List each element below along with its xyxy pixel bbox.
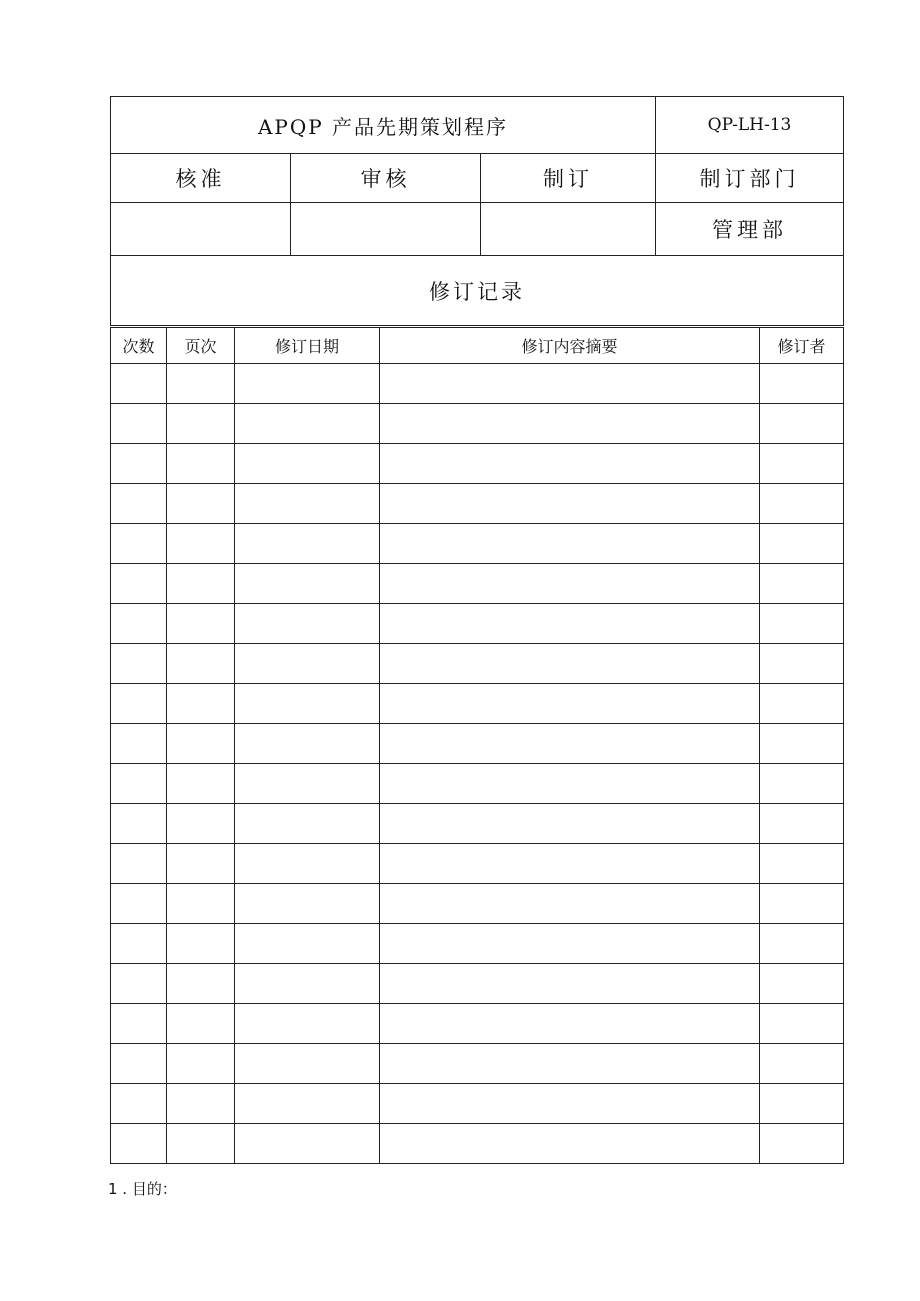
table-cell[interactable]	[167, 764, 235, 804]
table-cell[interactable]	[380, 1124, 760, 1164]
table-cell[interactable]	[380, 644, 760, 684]
table-cell[interactable]	[111, 444, 167, 484]
table-cell[interactable]	[111, 804, 167, 844]
table-cell[interactable]	[760, 604, 844, 644]
table-cell[interactable]	[235, 764, 380, 804]
table-cell[interactable]	[235, 924, 380, 964]
table-row	[111, 444, 844, 484]
table-cell[interactable]	[380, 364, 760, 404]
table-cell[interactable]	[167, 1004, 235, 1044]
table-cell[interactable]	[235, 444, 380, 484]
table-cell[interactable]	[167, 844, 235, 884]
table-row	[111, 644, 844, 684]
review-label: 审核	[291, 154, 481, 203]
table-cell[interactable]	[760, 1004, 844, 1044]
table-cell[interactable]	[380, 884, 760, 924]
revision-log-body	[111, 364, 844, 1164]
table-cell[interactable]	[380, 964, 760, 1004]
table-cell[interactable]	[167, 1044, 235, 1084]
table-cell[interactable]	[760, 644, 844, 684]
table-cell[interactable]	[111, 1004, 167, 1044]
table-cell[interactable]	[167, 964, 235, 1004]
table-row	[111, 564, 844, 604]
table-cell[interactable]	[167, 564, 235, 604]
table-cell[interactable]	[235, 844, 380, 884]
revision-heading: 修订记录	[111, 256, 844, 326]
table-cell[interactable]	[760, 484, 844, 524]
table-cell[interactable]	[235, 1084, 380, 1124]
table-cell[interactable]	[760, 364, 844, 404]
table-row	[111, 924, 844, 964]
table-cell[interactable]	[760, 844, 844, 884]
table-cell[interactable]	[167, 604, 235, 644]
table-cell[interactable]	[167, 524, 235, 564]
table-row	[111, 1044, 844, 1084]
table-cell[interactable]	[235, 364, 380, 404]
table-cell[interactable]	[380, 564, 760, 604]
table-cell[interactable]	[111, 884, 167, 924]
table-cell[interactable]	[167, 364, 235, 404]
table-row	[111, 604, 844, 644]
table-cell[interactable]	[380, 844, 760, 884]
table-cell[interactable]	[167, 484, 235, 524]
table-row	[111, 724, 844, 764]
table-cell[interactable]	[111, 844, 167, 884]
table-cell[interactable]	[111, 604, 167, 644]
table-cell[interactable]	[380, 684, 760, 724]
table-cell[interactable]	[111, 724, 167, 764]
table-row	[111, 844, 844, 884]
table-cell[interactable]	[111, 764, 167, 804]
table-row	[111, 484, 844, 524]
table-cell[interactable]	[235, 884, 380, 924]
table-cell[interactable]	[380, 924, 760, 964]
table-cell[interactable]	[760, 764, 844, 804]
table-row	[111, 1004, 844, 1044]
table-cell[interactable]	[380, 604, 760, 644]
table-cell[interactable]	[111, 564, 167, 604]
table-cell[interactable]	[235, 404, 380, 444]
table-cell[interactable]	[167, 644, 235, 684]
table-cell[interactable]	[111, 924, 167, 964]
table-cell[interactable]	[235, 724, 380, 764]
table-cell[interactable]	[167, 404, 235, 444]
table-cell[interactable]	[760, 964, 844, 1004]
revision-heading-row	[111, 256, 844, 326]
table-cell[interactable]	[111, 404, 167, 444]
table-cell[interactable]	[111, 964, 167, 1004]
table-cell[interactable]	[235, 964, 380, 1004]
table-cell[interactable]	[760, 1044, 844, 1084]
signoff-value-row	[111, 203, 844, 256]
table-cell[interactable]	[380, 1004, 760, 1044]
table-cell[interactable]	[380, 724, 760, 764]
table-cell[interactable]	[380, 444, 760, 484]
table-cell[interactable]	[235, 564, 380, 604]
table-cell[interactable]	[167, 1084, 235, 1124]
col-header-page: 页次	[167, 328, 235, 364]
review-signature-cell	[291, 203, 481, 256]
signoff-label-row	[111, 154, 844, 203]
dept-value: 管理部	[656, 203, 844, 256]
table-row	[111, 364, 844, 404]
table-cell[interactable]	[167, 724, 235, 764]
approve-signature-cell	[111, 203, 291, 256]
table-cell[interactable]	[760, 564, 844, 604]
table-cell[interactable]	[380, 764, 760, 804]
table-cell[interactable]	[111, 484, 167, 524]
table-cell[interactable]	[380, 804, 760, 844]
table-cell[interactable]	[380, 524, 760, 564]
header-table	[110, 96, 844, 326]
revision-column-header-row	[111, 328, 844, 364]
table-cell[interactable]	[111, 1124, 167, 1164]
table-cell[interactable]	[235, 1124, 380, 1164]
table-row	[111, 404, 844, 444]
table-cell[interactable]	[111, 364, 167, 404]
table-cell[interactable]	[760, 444, 844, 484]
table-cell[interactable]	[380, 1084, 760, 1124]
table-row	[111, 1084, 844, 1124]
table-cell[interactable]	[235, 1044, 380, 1084]
approve-label: 核准	[111, 154, 291, 203]
table-row	[111, 1124, 844, 1164]
table-cell[interactable]	[760, 804, 844, 844]
table-cell[interactable]	[235, 604, 380, 644]
table-cell[interactable]	[235, 484, 380, 524]
table-cell[interactable]	[760, 1084, 844, 1124]
table-cell[interactable]	[111, 1044, 167, 1084]
table-cell[interactable]	[167, 1124, 235, 1164]
document-title: APQP 产品先期策划程序	[111, 97, 656, 154]
table-cell[interactable]	[760, 524, 844, 564]
table-cell[interactable]	[111, 684, 167, 724]
table-row	[111, 804, 844, 844]
table-cell[interactable]	[167, 924, 235, 964]
table-cell[interactable]	[167, 884, 235, 924]
table-cell[interactable]	[380, 404, 760, 444]
col-header-summary: 修订内容摘要	[380, 328, 760, 364]
table-cell[interactable]	[111, 524, 167, 564]
table-cell[interactable]	[380, 1044, 760, 1084]
table-cell[interactable]	[167, 444, 235, 484]
table-cell[interactable]	[235, 804, 380, 844]
table-cell[interactable]	[235, 1004, 380, 1044]
table-cell[interactable]	[760, 1124, 844, 1164]
table-cell[interactable]	[235, 644, 380, 684]
table-cell[interactable]	[760, 684, 844, 724]
col-header-count: 次数	[111, 328, 167, 364]
table-cell[interactable]	[760, 884, 844, 924]
document-code: QP-LH-13	[656, 97, 844, 154]
prepare-signature-cell	[481, 203, 656, 256]
dept-label: 制订部门	[656, 154, 844, 203]
table-row	[111, 884, 844, 924]
table-cell[interactable]	[235, 684, 380, 724]
table-cell[interactable]	[167, 684, 235, 724]
table-row	[111, 964, 844, 1004]
revision-log-table	[110, 327, 844, 1164]
table-cell[interactable]	[380, 484, 760, 524]
col-header-reviser: 修订者	[760, 328, 844, 364]
table-cell[interactable]	[760, 924, 844, 964]
table-row	[111, 684, 844, 724]
title-row	[111, 97, 844, 154]
col-header-date: 修订日期	[235, 328, 380, 364]
table-cell[interactable]	[760, 404, 844, 444]
table-row	[111, 524, 844, 564]
section-heading-purpose: 1 . 目的：	[108, 1180, 177, 1198]
prepare-label: 制订	[481, 154, 656, 203]
table-cell[interactable]	[167, 804, 235, 844]
table-row	[111, 764, 844, 804]
table-cell[interactable]	[111, 1084, 167, 1124]
table-cell[interactable]	[760, 724, 844, 764]
table-cell[interactable]	[235, 524, 380, 564]
table-cell[interactable]	[111, 644, 167, 684]
